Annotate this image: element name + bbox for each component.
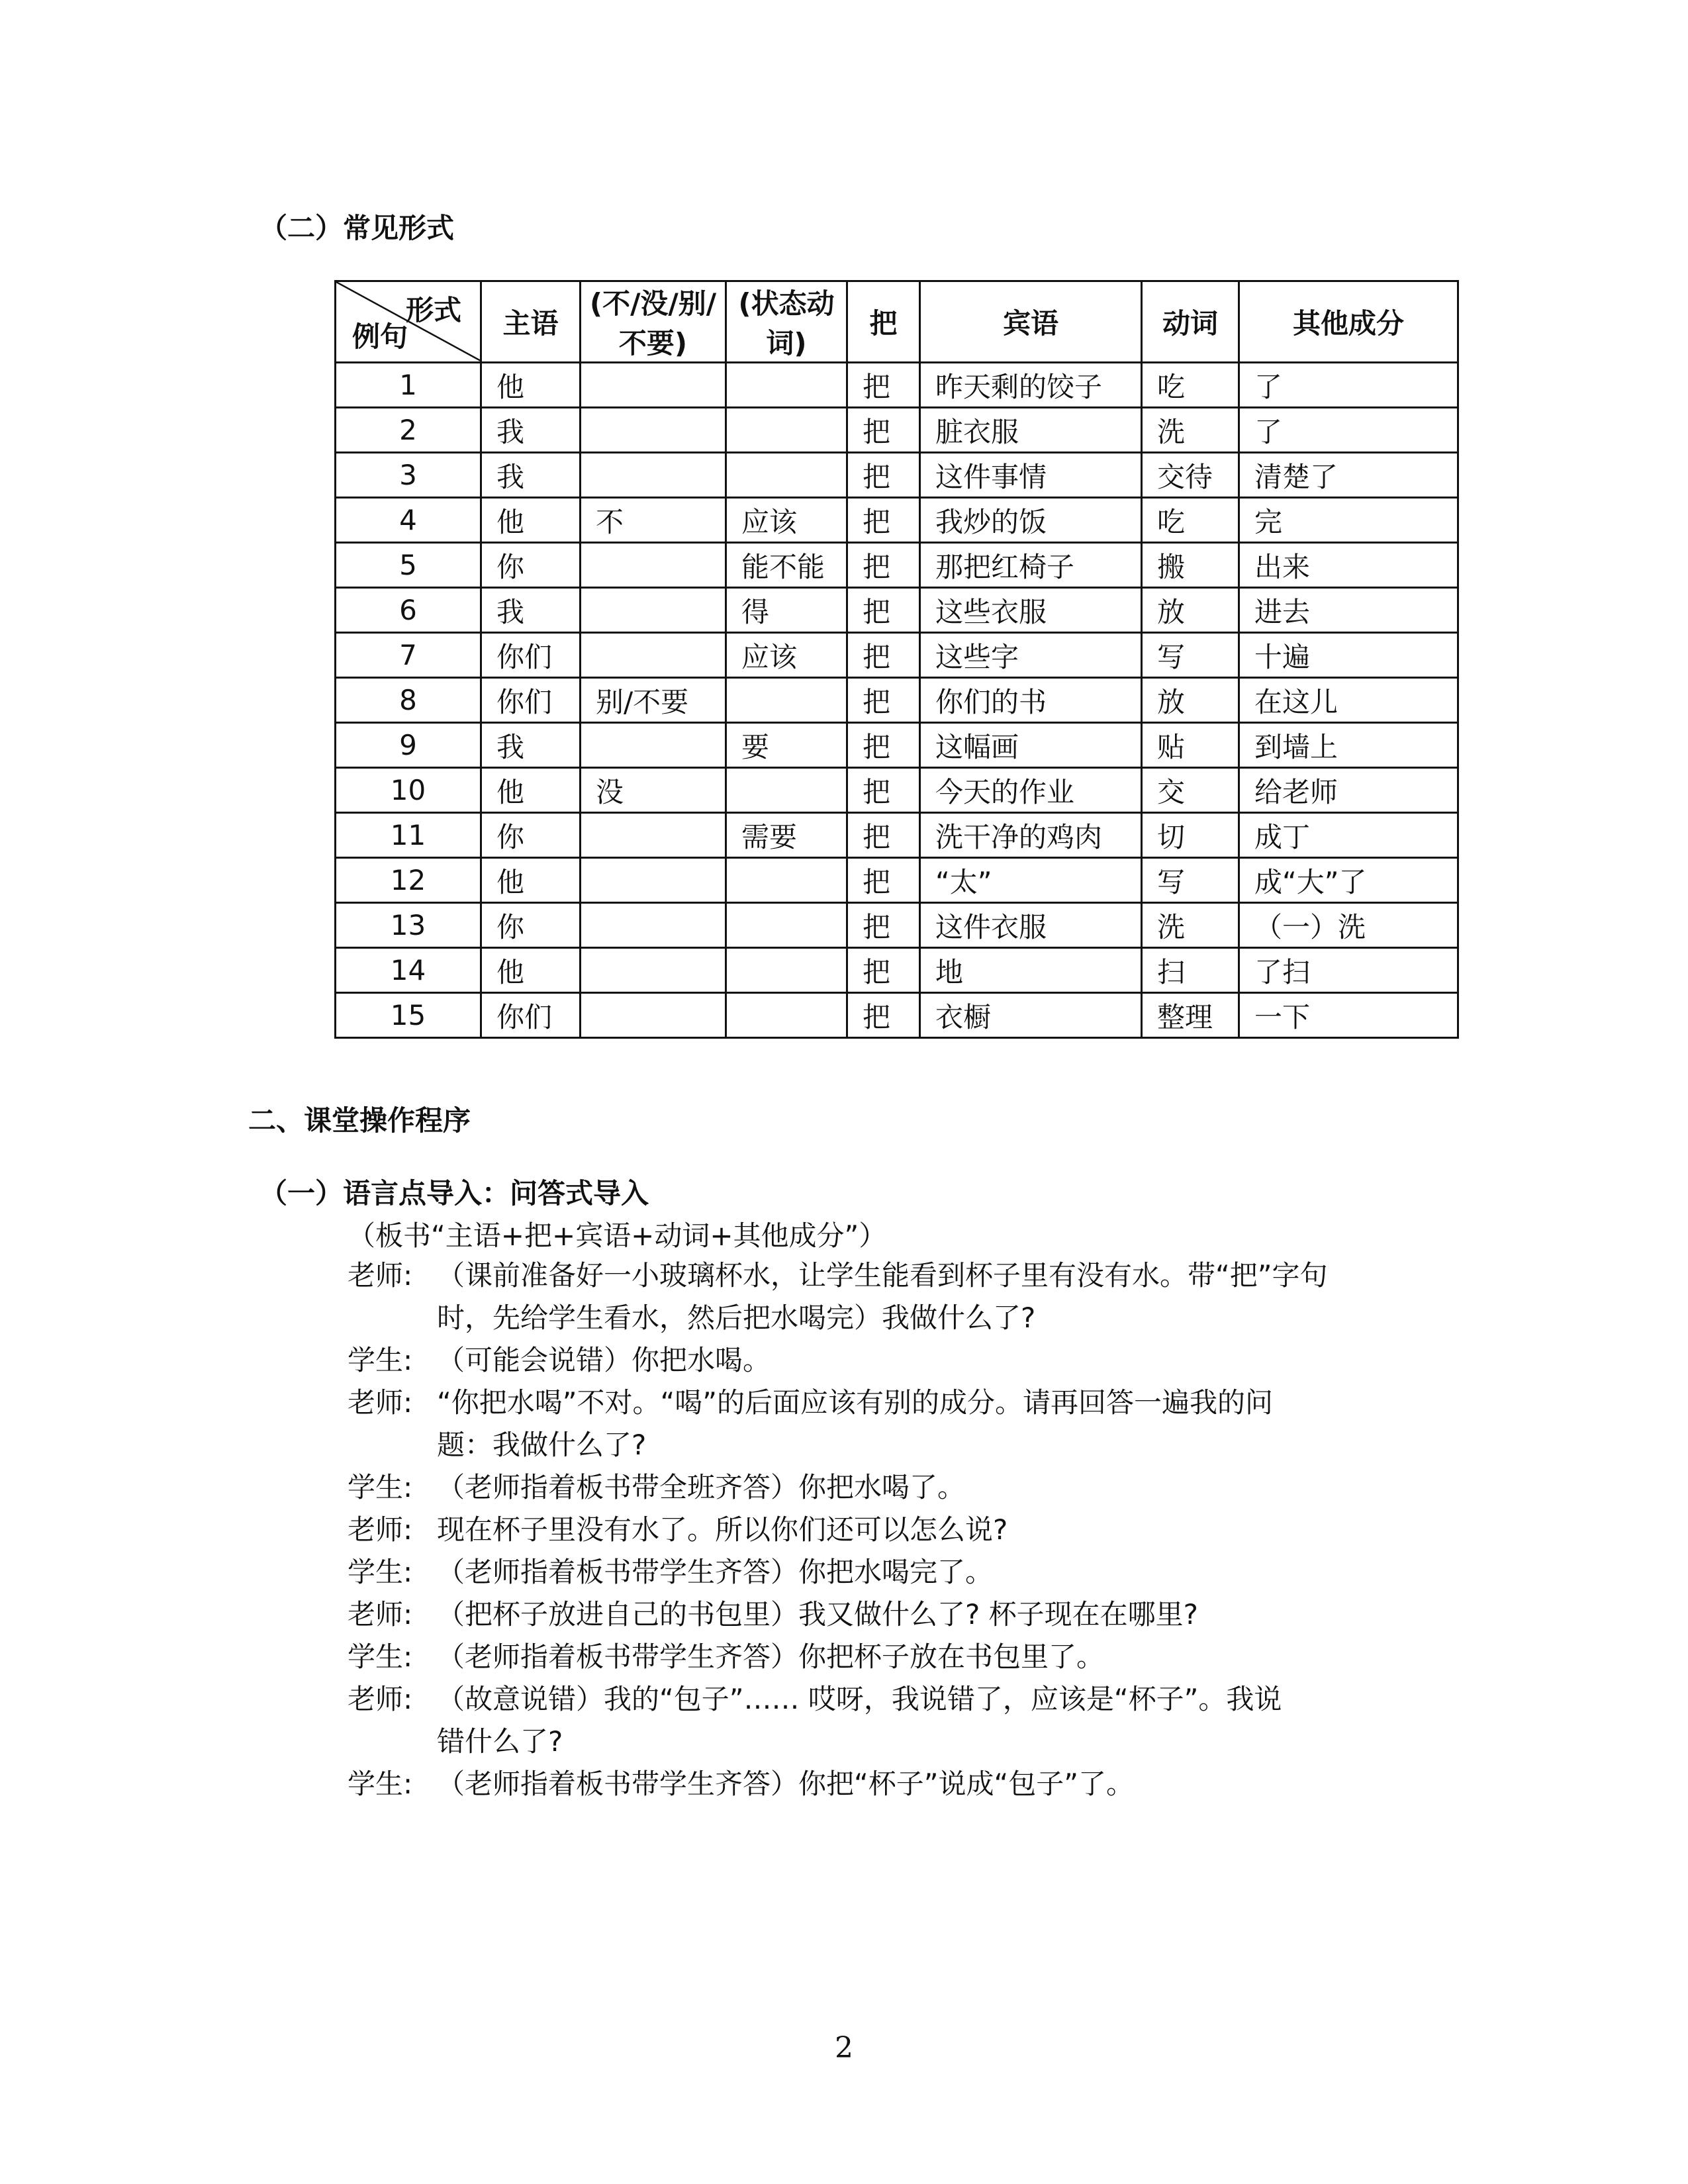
header-modal: (状态动词)	[726, 281, 847, 363]
cell-modal: 要	[726, 723, 847, 768]
dialogue	[348, 1255, 1440, 1805]
dialogue-line: （课前准备好一小玻璃杯水，让学生能看到杯子里有没有水。带“把”字句	[437, 1259, 1328, 1292]
cell-verb: 贴	[1142, 723, 1239, 768]
cell-other: 给老师	[1239, 768, 1458, 813]
cell-object: 昨天剩的饺子	[920, 363, 1142, 408]
cell-negation	[581, 993, 726, 1038]
cell-ba: 把	[847, 903, 920, 948]
table-row	[336, 768, 1458, 813]
cell-modal	[726, 453, 847, 498]
dialogue-turn	[348, 1255, 1440, 1339]
row-number: 9	[336, 723, 481, 768]
cell-subject: 他	[481, 363, 581, 408]
dialogue-line: （老师指着板书带学生齐答）你把杯子放在书包里了。	[437, 1640, 1105, 1673]
cell-negation	[581, 408, 726, 453]
cell-ba: 把	[847, 858, 920, 903]
speaker-label: 老师:	[348, 1683, 413, 1715]
cell-object: 洗干净的鸡肉	[920, 813, 1142, 858]
dialogue-turn	[348, 1382, 1440, 1466]
cell-subject: 我	[481, 723, 581, 768]
table-row	[336, 903, 1458, 948]
dialogue-turn	[348, 1636, 1440, 1678]
cell-verb: 吃	[1142, 363, 1239, 408]
table-row	[336, 993, 1458, 1038]
cell-verb: 扫	[1142, 948, 1239, 993]
cell-object: 衣橱	[920, 993, 1142, 1038]
dialogue-line: “你把水喝”不对。“喝”的后面应该有别的成分。请再回答一遍我的问	[437, 1386, 1274, 1419]
cell-object: “太”	[920, 858, 1142, 903]
header-object: 宾语	[920, 281, 1142, 363]
cell-negation	[581, 948, 726, 993]
cell-modal	[726, 993, 847, 1038]
cell-subject: 你	[481, 813, 581, 858]
cell-negation: 别/不要	[581, 678, 726, 723]
cell-object: 脏衣服	[920, 408, 1142, 453]
cell-negation	[581, 363, 726, 408]
dialogue-turn	[348, 1466, 1440, 1509]
cell-verb: 吃	[1142, 498, 1239, 543]
dialogue-turn	[348, 1509, 1440, 1551]
cell-modal	[726, 858, 847, 903]
table-row	[336, 453, 1458, 498]
cell-subject: 他	[481, 768, 581, 813]
speaker-label: 老师:	[348, 1386, 413, 1419]
cell-subject: 他	[481, 498, 581, 543]
cell-object: 我炒的饭	[920, 498, 1142, 543]
cell-other: 一下	[1239, 993, 1458, 1038]
dialogue-turn	[348, 1551, 1440, 1593]
cell-negation	[581, 813, 726, 858]
cell-verb: 写	[1142, 858, 1239, 903]
cell-other: （一）洗	[1239, 903, 1458, 948]
cell-modal	[726, 678, 847, 723]
cell-subject: 你	[481, 903, 581, 948]
cell-subject: 我	[481, 453, 581, 498]
cell-ba: 把	[847, 408, 920, 453]
table-row	[336, 633, 1458, 678]
section-title-procedure: 二、课堂操作程序	[248, 1104, 471, 1137]
row-number: 12	[336, 858, 481, 903]
cell-ba: 把	[847, 768, 920, 813]
header-verb: 动词	[1142, 281, 1239, 363]
dialogue-turn	[348, 1593, 1440, 1636]
speaker-label: 老师:	[348, 1513, 413, 1546]
header-subject: 主语	[481, 281, 581, 363]
cell-subject: 我	[481, 588, 581, 633]
table-row	[336, 858, 1458, 903]
cell-other: 出来	[1239, 543, 1458, 588]
dialogue-line: 错什么了?	[437, 1725, 563, 1758]
dialogue-line: 现在杯子里没有水了。所以你们还可以怎么说?	[437, 1513, 1008, 1546]
row-number: 6	[336, 588, 481, 633]
cell-negation	[581, 543, 726, 588]
cell-negation: 没	[581, 768, 726, 813]
table-row	[336, 543, 1458, 588]
row-number: 7	[336, 633, 481, 678]
header-corner-bottom: 例句	[352, 320, 408, 353]
cell-object: 地	[920, 948, 1142, 993]
header-negation: (不/没/别/不要)	[581, 281, 726, 363]
cell-subject: 他	[481, 948, 581, 993]
row-number: 3	[336, 453, 481, 498]
cell-object: 你们的书	[920, 678, 1142, 723]
dialogue-line: 时，先给学生看水，然后把水喝完）我做什么了?	[437, 1302, 1036, 1334]
cell-negation	[581, 903, 726, 948]
cell-verb: 洗	[1142, 408, 1239, 453]
row-number: 5	[336, 543, 481, 588]
cell-modal: 应该	[726, 498, 847, 543]
cell-modal	[726, 768, 847, 813]
row-number: 8	[336, 678, 481, 723]
cell-modal: 得	[726, 588, 847, 633]
cell-object: 这件事情	[920, 453, 1142, 498]
table-row	[336, 813, 1458, 858]
dialogue-line: （老师指着板书带学生齐答）你把水喝完了。	[437, 1556, 994, 1588]
dialogue-turn	[348, 1339, 1440, 1382]
cell-subject: 你们	[481, 993, 581, 1038]
header-corner-top: 形式	[405, 294, 461, 326]
cell-other: 清楚了	[1239, 453, 1458, 498]
cell-modal	[726, 363, 847, 408]
cell-ba: 把	[847, 678, 920, 723]
cell-verb: 切	[1142, 813, 1239, 858]
dialogue-line: （老师指着板书带学生齐答）你把“杯子”说成“包子”了。	[437, 1768, 1135, 1800]
cell-ba: 把	[847, 993, 920, 1038]
cell-verb: 搬	[1142, 543, 1239, 588]
cell-ba: 把	[847, 948, 920, 993]
speaker-label: 学生:	[348, 1344, 413, 1376]
cell-ba: 把	[847, 543, 920, 588]
row-number: 15	[336, 993, 481, 1038]
cell-subject: 我	[481, 408, 581, 453]
row-number: 2	[336, 408, 481, 453]
section-title-forms: （二）常见形式	[259, 212, 455, 244]
cell-ba: 把	[847, 363, 920, 408]
cell-other: 成丁	[1239, 813, 1458, 858]
cell-negation	[581, 723, 726, 768]
dialogue-turn	[348, 1678, 1440, 1763]
cell-modal: 应该	[726, 633, 847, 678]
cell-other: 了扫	[1239, 948, 1458, 993]
cell-object: 这些衣服	[920, 588, 1142, 633]
cell-negation	[581, 453, 726, 498]
cell-other: 在这儿	[1239, 678, 1458, 723]
cell-ba: 把	[847, 453, 920, 498]
speaker-label: 学生:	[348, 1640, 413, 1673]
cell-modal	[726, 408, 847, 453]
table-row	[336, 498, 1458, 543]
cell-verb: 交待	[1142, 453, 1239, 498]
header-ba: 把	[847, 281, 920, 363]
dialogue-line: （老师指着板书带全班齐答）你把水喝了。	[437, 1471, 966, 1503]
cell-object: 这些字	[920, 633, 1142, 678]
cell-ba: 把	[847, 633, 920, 678]
cell-object: 今天的作业	[920, 768, 1142, 813]
cell-other: 到墙上	[1239, 723, 1458, 768]
cell-verb: 放	[1142, 588, 1239, 633]
cell-ba: 把	[847, 498, 920, 543]
cell-ba: 把	[847, 723, 920, 768]
header-other: 其他成分	[1239, 281, 1458, 363]
cell-other: 进去	[1239, 588, 1458, 633]
cell-negation	[581, 633, 726, 678]
cell-modal	[726, 948, 847, 993]
diagonal-header-cell	[336, 281, 481, 363]
row-number: 10	[336, 768, 481, 813]
cell-negation	[581, 588, 726, 633]
ba-forms-table	[334, 280, 1459, 1039]
row-number: 13	[336, 903, 481, 948]
dialogue-line: 题：我做什么了?	[437, 1429, 647, 1461]
cell-verb: 放	[1142, 678, 1239, 723]
cell-other: 十遍	[1239, 633, 1458, 678]
cell-subject: 你们	[481, 633, 581, 678]
cell-object: 这幅画	[920, 723, 1142, 768]
cell-verb: 写	[1142, 633, 1239, 678]
page-number: 2	[835, 2031, 853, 2065]
speaker-label: 学生:	[348, 1471, 413, 1503]
speaker-label: 老师:	[348, 1598, 413, 1631]
row-number: 4	[336, 498, 481, 543]
cell-negation	[581, 858, 726, 903]
cell-other: 了	[1239, 408, 1458, 453]
cell-subject: 你	[481, 543, 581, 588]
subsection-title-intro: （一）语言点导入：问答式导入	[259, 1177, 649, 1210]
table-row	[336, 678, 1458, 723]
cell-ba: 把	[847, 588, 920, 633]
cell-subject: 你们	[481, 678, 581, 723]
row-number: 11	[336, 813, 481, 858]
speaker-label: 学生:	[348, 1768, 413, 1800]
cell-other: 成“大”了	[1239, 858, 1458, 903]
cell-verb: 整理	[1142, 993, 1239, 1038]
table-row	[336, 948, 1458, 993]
cell-modal: 能不能	[726, 543, 847, 588]
row-number: 1	[336, 363, 481, 408]
cell-object: 这件衣服	[920, 903, 1142, 948]
cell-ba: 把	[847, 813, 920, 858]
row-number: 14	[336, 948, 481, 993]
table-row	[336, 588, 1458, 633]
cell-verb: 交	[1142, 768, 1239, 813]
cell-other: 完	[1239, 498, 1458, 543]
speaker-label: 学生:	[348, 1556, 413, 1588]
table-row	[336, 723, 1458, 768]
cell-verb: 洗	[1142, 903, 1239, 948]
dialogue-turn	[348, 1763, 1440, 1805]
dialogue-line: （把杯子放进自己的书包里）我又做什么了? 杯子现在在哪里?	[437, 1598, 1198, 1631]
cell-object: 那把红椅子	[920, 543, 1142, 588]
table-header-row	[336, 281, 1458, 363]
cell-negation: 不	[581, 498, 726, 543]
dialogue-line: （可能会说错）你把水喝。	[437, 1344, 771, 1376]
dialogue-line: （故意说错）我的“包子”…… 哎呀，我说错了，应该是“杯子”。我说	[437, 1683, 1282, 1715]
cell-modal: 需要	[726, 813, 847, 858]
board-note: （板书“主语+把+宾语+动词+其他成分”）	[348, 1219, 887, 1252]
cell-subject: 他	[481, 858, 581, 903]
cell-modal	[726, 903, 847, 948]
table-row	[336, 408, 1458, 453]
speaker-label: 老师:	[348, 1259, 413, 1292]
table-row	[336, 363, 1458, 408]
cell-other: 了	[1239, 363, 1458, 408]
